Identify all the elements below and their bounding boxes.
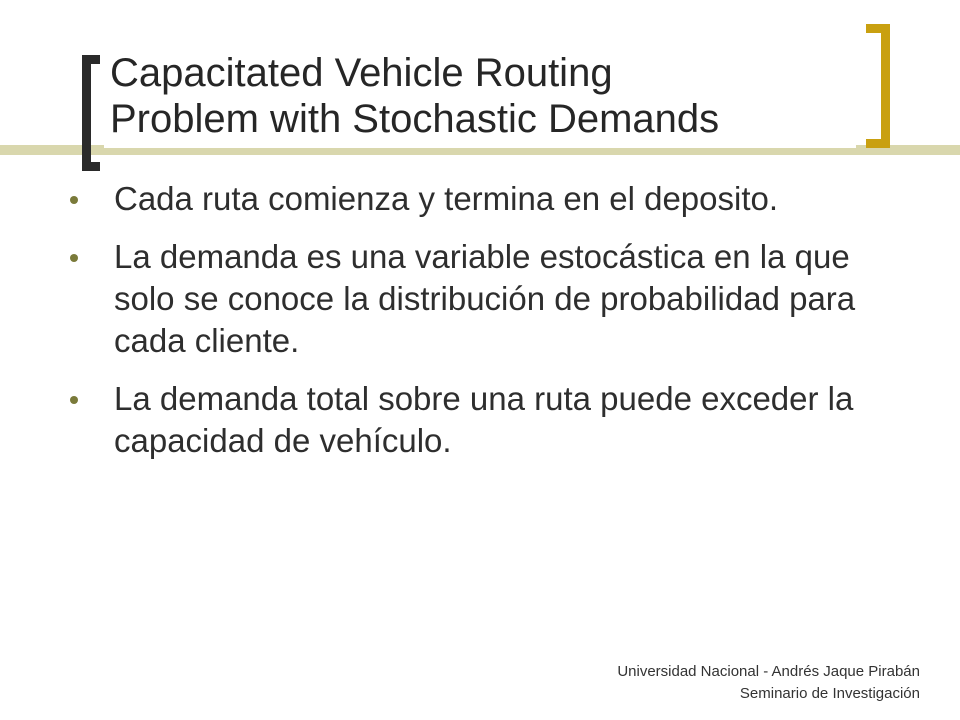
bullet-dot-icon [70,396,78,404]
left-bracket-decoration [82,55,100,171]
bullet-dot-icon [70,196,78,204]
bullet-item [70,236,890,362]
bullet-text: Cada ruta comienza y termina en el deposito. [114,180,779,217]
slide-title [110,50,870,142]
bullet-dot-icon [70,254,78,262]
slide-title-line-1: Capacitated Vehicle Routing [110,51,613,95]
bullet-text: La demanda total sobre una ruta puede exceder la capacidad de vehículo. [114,380,854,459]
bullet-list [70,178,890,478]
footer-course: Seminario de Investigación [739,685,920,702]
slide-title-line-2: Problem with Stochastic Demands [110,97,720,141]
bullet-item [70,378,890,462]
footer-institution: Universidad Nacional - Andrés Jaque Pirabán [617,663,920,680]
bullet-text: La demanda es una variable estocástica en la que solo se conoce la distribución de probabilidad para cada cliente. [114,238,856,359]
slide-footer [420,661,920,705]
bullet-item [70,178,890,220]
